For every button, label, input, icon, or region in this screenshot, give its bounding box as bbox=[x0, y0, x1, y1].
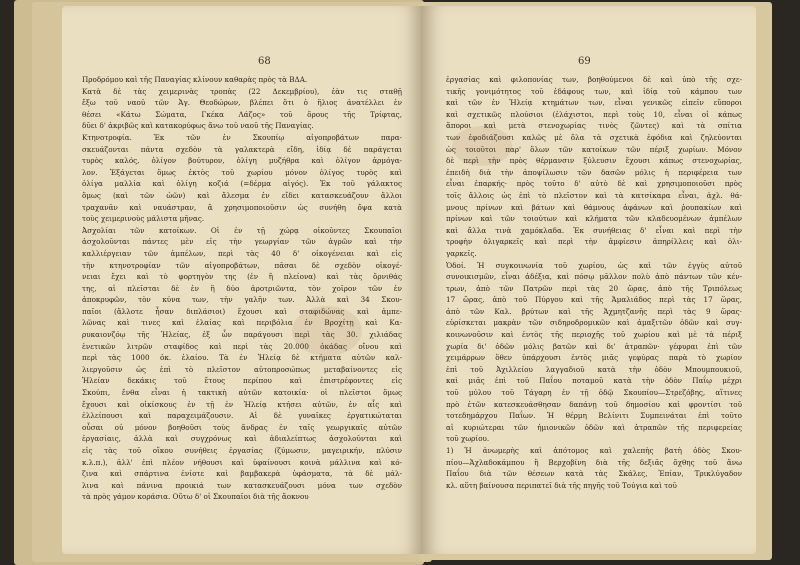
text-line: χωρία δι' ὁδῶν μόλις βατῶν καὶ δι' ἀτραπῶν· γέφυραι ἐπὶ τῶν bbox=[446, 341, 742, 351]
text-line: λον. Ἐξάγεται ὅμως ἐκτὸς τοῦ χωρίου μόνον ὀλίγος τυρὸς καὶ bbox=[82, 167, 402, 177]
text-line: τροφὴν ὀλιγαρκεῖς καὶ περὶ τὴν ἀμφίεσιν ἀπηρίλλεις καὶ ὀλι- bbox=[446, 237, 742, 247]
text-line: τοὺς χειμερινοὺς μάλιστα μῆνας. bbox=[82, 214, 205, 224]
left-page bbox=[62, 6, 422, 554]
text-line: καὶ ἄλλα τινὰ χαμόκλαδα. Ἐκ συνήθειας δ' εἶναι καὶ περὶ τὴν bbox=[446, 225, 742, 235]
text-line: ἀπὸ τῶν Καλ. βρύτων καὶ τῆς Ἀχμητζανῆς περὶ τὰς 9 ὥρας· bbox=[446, 306, 742, 316]
text-line: ἀποκρυφῶν, τὸν κύνα των, τὴν γαλῆν των. Ἀλλὰ καὶ 34 Σκου- bbox=[82, 295, 402, 305]
text-line: ἔξω τοῦ ναοῦ τῶν Ἀγ. Θεοδώρων, βλέπει ὅτι ὁ ἥλιος ἀνατέλλει ἐν bbox=[82, 98, 402, 108]
text-line: κ.λ.π.), ἀλλ' ἐπὶ πλέον νήθουσι καὶ ὑφαίνουσι κοινὰ μάλλινα καὶ κό- bbox=[82, 457, 402, 467]
text-line: καλλιέργειαν τῶν ἀμπέλων, περὶ τὰς 40 δ' οἰκογένειαι καὶ εἰς bbox=[82, 248, 402, 258]
text-line: ὡς τοιοῦτοι παρ' ὅλων τῶν κατοίκων τῶν πέριξ χωρίων. Μόνον bbox=[446, 144, 742, 154]
text-line: 1) Ἡ ἀνωμερὴς καὶ ἀπότομος καὶ χαλεπὴς βατὴ ὁδὸς Σκου- bbox=[446, 446, 742, 455]
text-line: σκευάζονται πάντα σχεδὸν τὰ γαλακτερὰ εἴδη, ἰδίᾳ δὲ παράγεται bbox=[82, 144, 402, 154]
text-line: τὴν κτηνοτροφίαν τῶν αἰγοπροβάτων, πᾶσαι δὲ σχεδὸν οἰκογέ- bbox=[82, 260, 402, 270]
text-line: εἰς τὰς τοῦ οἴκου συνήθεις ἐργασίας (ζύμωσιν, μαγειρικήν, πλύσιν bbox=[82, 446, 402, 455]
text-line: καὶ τῶν ἐν Ἠλείᾳ κτημάτων των, εἶναι γενικῶς εἰπεῖν εὔποροι bbox=[446, 98, 742, 108]
right-page bbox=[422, 6, 756, 554]
text-line: συνοικισμῶν, εἶναι ἀδέξια, καὶ πόσῳ μᾶλλον πολὺ ἀπὸ πάντων τῶν κέν- bbox=[446, 272, 742, 282]
text-line: κοινωνοῦσιν καὶ ἐντὸς τῆς περιοχῆς τοῦ χωρίου καὶ μὲ τὰ πέριξ bbox=[446, 330, 742, 340]
text-line: ἔχουσι καὶ οἰκίσκους ἐν τῇ ἐν Ἠλείᾳ κτήσει αὐτῶν, ἐν αἷς καὶ bbox=[82, 399, 402, 409]
text-line: των ἐφοδιάζουσι καλῶς μὲ ὅλα τὰ σχετικὰ ἐφόδια καὶ ζηλεύονται bbox=[446, 132, 742, 142]
text-line: αἱ κυριώτεραι τῶν ἡμιονικῶν ὁδῶν καὶ ἀτραπῶν τῆς περιφερείας bbox=[446, 422, 742, 432]
text-line: γαρκεῖς. bbox=[446, 248, 477, 258]
text-line: δὲ περὶ τὴν πρὸς θέρμανσιν ξύλευσιν ἔχουσι κάπως στενοχωρίας, bbox=[446, 156, 742, 166]
text-line: Ὁδοί. Ἡ συγκοινωνία τοῦ χωρίου, ὡς καὶ τῶν ἐγγὺς αὐτοῦ bbox=[446, 260, 742, 270]
text-line: ἐλλείπουσι καὶ παραχειμάζουσιν. Αἱ δὲ γυναῖκες ἐργατικώταται bbox=[82, 411, 402, 421]
page-number: 69 bbox=[578, 56, 591, 67]
paper-stain bbox=[292, 306, 362, 356]
text-line: της, αἱ πλεῖσται δὲ ἐν ἢ δύο ἀροτριῶντα, τὸν χοῖρον τῶν ἐν bbox=[82, 283, 402, 293]
text-line: τικῆς γονιμότητος τοῦ ἐδάφους των, καὶ ἰδίᾳ τοῦ κάμπου των bbox=[446, 86, 742, 96]
text-line: ἄποροι καὶ μετὰ στενοχωρίας τινὸς ζῶντες) καὶ τὰ σπίτια bbox=[446, 121, 742, 131]
text-line: λιεργοῦσιν ὡς ἐπὶ τὸ πλεῖστον αὐτοπροσώπως μεταβαίνοντες εἰς bbox=[82, 364, 402, 374]
text-line: εὑρίσκεται μακρὰν τῶν σιδηροδρομικῶν καὶ ἁμαξιτῶν ὁδῶν καὶ συγ- bbox=[446, 318, 742, 328]
text-line: τραχανᾶν καὶ ναυάστραν, ἃ χρησιμοποιοῦσιν ὡς συνήθη ὄψα κατὰ bbox=[82, 202, 402, 212]
text-line: τοῦ μύλου τοῦ Τάγαρη ἐν τῇ ὁδῷ Σκουπίου—Στρεζόβης, αἵτινες bbox=[446, 388, 742, 398]
text-line: μνους πρίνων καὶ βάτων καὶ θάμνους ἀφάνων καὶ ῥουπακίων καὶ bbox=[446, 202, 742, 212]
text-line: ζινα καὶ σπάρτινα ἐνίοτε καὶ βαμβακερὰ ὑφάσματα, τὰ δὲ μάλ- bbox=[82, 469, 402, 479]
text-line: ἐργασίαις, ἀλλὰ καὶ συγχρόνως καὶ ἀδιαλείπτως ἀσχολοῦνται καὶ bbox=[82, 434, 402, 444]
text-line: Παΐου διὰ τῶν θέσεων κατὰ τὰς Σκάλες, Ἐπίαν, Τρικλύγαδον bbox=[446, 469, 742, 479]
text-line: Κτηνοτροφία. Ἐκ τῶν ἐν Σκουπίῳ αἰγοπροβάτων παρα- bbox=[82, 132, 402, 142]
text-line: καὶ σχετικῶς πλούσιοι (ἐλάχιστοι, περὶ τοὺς 10, εἶναι οἱ κάπως bbox=[446, 109, 742, 119]
text-line: εἶναι ἐπαρκής· πρὸς τοῦτο δ' αὐτὸ δὲ καὶ χρησιμοποιοῦσι πρὸς bbox=[446, 179, 742, 189]
paper-stain bbox=[452, 126, 512, 166]
text-line: Προδρόμου καὶ τῆς Παναγίας κλίνουν καθαρὰς πρὸς τὰ ΒΔΑ. bbox=[82, 75, 308, 84]
text-line: καὶ μιᾶς ἐπὶ τοῦ Παΐου ποταμοῦ κατὰ τὴν ὁδὸν Παΐῳ μέχρι bbox=[446, 376, 742, 386]
text-line: οὖσαι οὐ μόνον βοηθοῦσι τοὺς ἄνδρας ἐν ταῖς γεωργικαῖς αὐτῶν bbox=[82, 422, 402, 432]
text-line: ἑνετικῶν λιτρῶν σταφίδος καὶ περὶ τὰς 20.000 ὀκάδας οἴνου καὶ bbox=[82, 341, 402, 351]
text-line: θέσει «Κάτω Σώματα, Γκέκα Λάζος» τοῦ ὄρους τῆς Τρίφτας, bbox=[82, 109, 402, 119]
text-line: τοῖς ἄλλοις ὡς ἐπὶ τὸ πλεῖστον καὶ τὰ κατσίκαρα εἶναι, ἀχλ. θά- bbox=[446, 190, 742, 200]
text-line: ἐπειδὴ διὰ τὴν ἀποψίλωσιν τῶν δασῶν μόλις ἡ περιφέρεια των bbox=[446, 167, 742, 177]
text-line: ρυκαιονζόῳ τῆς Ἠλείας, ἐξ ὧν παράγουσι περὶ τὰς 30. χιλιάδας bbox=[82, 330, 402, 340]
text-line: τοτεδημάρχου Παΐων. Ἡ θέρμη Βελίνιτι Συμπεινάται ἐπὶ τοῦτο bbox=[446, 411, 742, 421]
text-line: περὶ τὰς 1000 ὀκ. ἐλαίου. Τὰ ἐν Ἠλείᾳ δὲ κτήματα αὐτῶν καλ- bbox=[82, 353, 402, 363]
text-line: νειαι ἔχει καὶ τὸ φορτηγὸν της (ἐν ἢ πλείονα) καὶ τὰς ὄρνιθάς bbox=[82, 272, 402, 282]
text-line: ὀλίγα μαλλία καὶ ὀλίγη κοζιά (=δέρμα αἰγός). Ἐκ τοῦ γάλακτος bbox=[82, 179, 402, 189]
text-line: ἀσχολοῦνται πάντες μὲν εἰς τὴν γεωργίαν τῶν ἀγρῶν καὶ τὴν bbox=[82, 237, 402, 247]
text-line: παῖοι (ἄλλοτε ἦσαν διπλάσιοι) ἔχουσι καὶ σταφιδώνας καὶ ἀμπε- bbox=[82, 306, 402, 316]
text-line: ὅμως (καὶ τῶν ὠῶν) καὶ ἄλεσμα ἐν εἴδει κατασκευάζουν ἄλλοι bbox=[82, 190, 402, 200]
text-line: τοῦ χωρίου. bbox=[446, 434, 490, 444]
text-line: Ἀσχολίαι τῶν κατοίκων. Οἱ ἐν τῇ χώρᾳ οἰκοῦντες Σκουπαῖοι bbox=[82, 225, 402, 235]
text-line: Σκούπι, ἔνθα εἶναι ἡ τακτικὴ αὐτῶν κατοικία· οἱ πλεῖστοι ὅμως bbox=[82, 388, 402, 398]
text-line: πρίνων καὶ τῶν τοιούτων καὶ κλήματα τῶν κλαδευομένων ἀμπέλων bbox=[446, 214, 742, 224]
text-line: ἐργασίας καὶ φιλοπονίας των, βοηθούμενοι δὲ καὶ ὑπὸ τῆς σχε- bbox=[446, 75, 742, 84]
text-line: δῦει δ' ἀκριβῶς καὶ κατακορύφως ἄνω τοῦ ναοῦ τῆς Παναγίας. bbox=[82, 121, 314, 131]
text-line: πρὸ ἐτῶν κατεσκευάσθησαν δαπάνῃ τοῦ δημοσίου καὶ φροντίσι τοῦ bbox=[446, 399, 742, 409]
text-line: 17 ὥρας, ἀπὸ τοῦ Πύργου καὶ τῆς Ἀμαλιάδος περὶ τὰς 17 ὥρας, bbox=[446, 295, 742, 305]
page-number: 68 bbox=[258, 56, 271, 67]
text-line: χειμάρρων ὅθεν ὑπάρχουσι ἐντὸς μιᾶς γεφύρας παρὰ τὸ χωρίον bbox=[446, 353, 742, 363]
text-line: λῶνας καὶ τινες καὶ ἐλαίας καὶ περιβόλια ἐν Βροχίτῃ καὶ Κα- bbox=[82, 318, 402, 328]
text-line: κλ. αὕτη βαίνουσα περιπατεῖ διὰ τῆς πηγῆς τοῦ Τούγια καὶ τοῦ bbox=[446, 480, 677, 490]
text-line: τρων, ἀπὸ τῶν Πατρῶν περὶ τὰς 20 ὥρας, ἀπὸ τῆς Τριπόλεως bbox=[446, 283, 742, 293]
left-page-text bbox=[82, 74, 402, 503]
text-line: τυρὸς καλός, ὀλίγον βούτυρον, ὀλίγη μυζήθρα καὶ ὀλίγον ἀρμόγα- bbox=[82, 156, 402, 166]
text-line: λινα καὶ πάνινα προικιά των κατασκευάζουσι μόνα των σχεδὸν bbox=[82, 480, 402, 490]
text-line: Ἠλείαν δεκάκις τοῦ ἔτους περίπου καὶ ἐπιστρέφοντες εἰς bbox=[82, 376, 402, 386]
text-line: ἐπὶ τοῦ Ἀχιλλείου λαγγαδιοῦ κατὰ τὴν ὁδὸν Μπουμπουκιοῦ, bbox=[446, 364, 742, 374]
text-line: πίου—Ἀχλαδοκάμπου ἢ Βερχοβίνη διὰ τῆς δεξιᾶς ὄχθης τοῦ ἄνω bbox=[446, 457, 742, 467]
text-line: τὰ πρὸς γάμον κοράσια. Οὕτω δ' οἱ Σκουπαῖοι διὰ τῆς ἄοκνου bbox=[82, 492, 309, 502]
text-line: Κατὰ δὲ τὰς χειμερινὰς τροπὰς (22 Δεκεμβρίου), ἐὰν τις σταθῇ bbox=[82, 86, 402, 96]
